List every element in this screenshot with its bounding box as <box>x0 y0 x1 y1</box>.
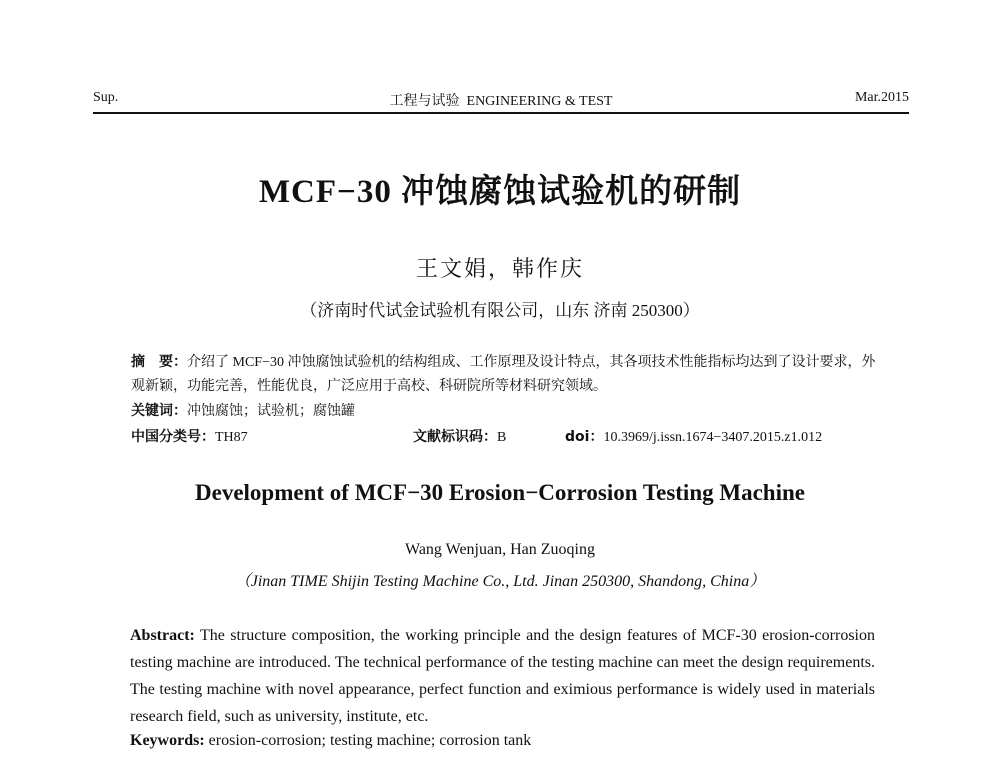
document-code-value: B <box>497 430 507 445</box>
classification-row <box>131 426 891 446</box>
keywords-chinese-label: 关键词： <box>131 403 187 419</box>
header-divider <box>93 112 909 114</box>
doi-label: doi： <box>565 429 604 445</box>
title-chinese: MCF−30 冲蚀腐蚀试验机的研制 <box>258 174 742 210</box>
abstract-chinese-label: 摘 要： <box>131 354 187 370</box>
abstract-english-label: Abstract: <box>130 627 195 644</box>
running-header <box>93 88 909 110</box>
header-supplement: Sup. <box>93 90 119 105</box>
affiliation-chinese: （济南时代试金试验机有限公司，山东 济南 250300） <box>300 301 700 320</box>
keywords-english-label: Keywords: <box>130 732 205 749</box>
header-journal-en: ENGINEERING & TEST <box>466 94 613 109</box>
affiliation-english: （Jinan TIME Shijin Testing Machine Co., Ltd. Jinan 250300, Shandong, China） <box>234 573 766 590</box>
abstract-chinese <box>131 350 881 399</box>
header-date: Mar.2015 <box>854 90 909 105</box>
title-english: Development of MCF−30 Erosion−Corrosion Testing Machine <box>195 480 805 505</box>
clc-label: 中国分类号： <box>131 429 215 445</box>
header-journal-cn: 工程与试验 <box>389 94 460 109</box>
abstract-chinese-block <box>131 350 881 424</box>
keywords-english <box>130 732 875 750</box>
authors-english: Wang Wenjuan, Han Zuoqing <box>405 541 595 558</box>
abstract-english-text: The structure composition, the working principle and the design features of MCF-30 erosion-corrosion testing machine are introduced. The technical performance of the testing machine can meet the design requirements. The testing machine with novel appearance, perfect function and eximious performance is widely used in materials research field, such as university, institute, etc. <box>130 627 875 725</box>
abstract-chinese-text: 介绍了 MCF−30 冲蚀腐蚀试验机的结构组成、工作原理及设计特点，其各项技术性能指标均达到了设计要求，外观新颖，功能完善，性能优良，广泛应用于高校、科研院所等材料研究领域。 <box>131 355 876 394</box>
keywords-english-text: erosion-corrosion; testing machine; corrosion tank <box>208 732 532 749</box>
header-journal <box>93 90 909 110</box>
doi <box>565 426 822 446</box>
doi-value: 10.3969/j.issn.1674−3407.2015.z1.012 <box>603 430 823 445</box>
document-code-label: 文献标识码： <box>413 429 497 445</box>
clc-value: TH87 <box>215 430 248 445</box>
keywords-chinese-text: 冲蚀腐蚀；试验机；腐蚀罐 <box>187 404 355 419</box>
clc-number <box>131 426 248 446</box>
abstract-english <box>130 622 875 730</box>
document-code <box>413 426 506 446</box>
authors-chinese: 王文娟，韩作庆 <box>415 256 584 281</box>
keywords-chinese <box>131 399 881 424</box>
